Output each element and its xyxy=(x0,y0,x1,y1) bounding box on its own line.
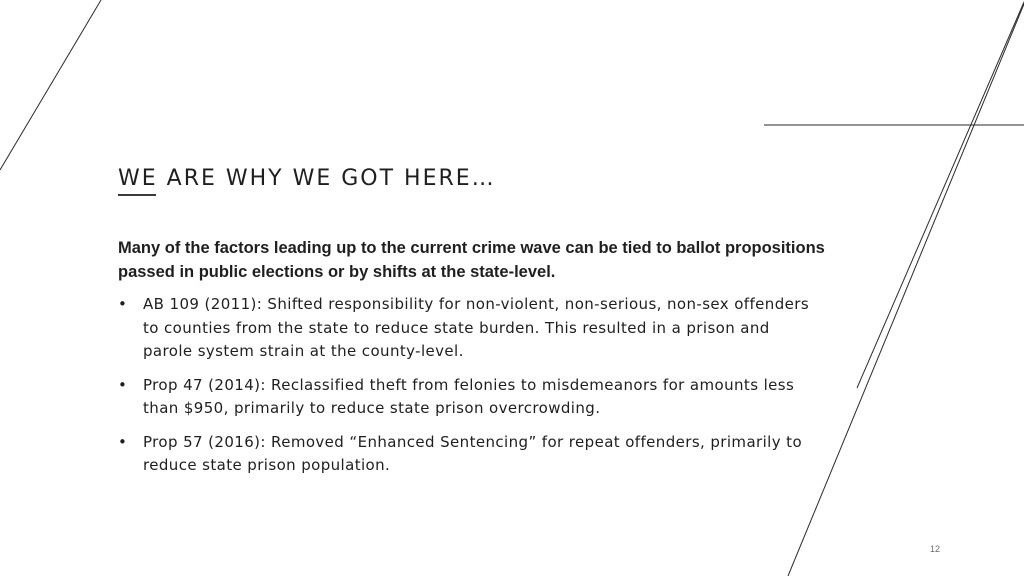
decor-line-right-diagonal-upper xyxy=(857,2,1024,388)
bullet-item xyxy=(118,374,818,421)
bullet-text: Prop 47 (2014): Reclassified theft from felonies to misdemeanors for amounts less than $950, primarily to reduce state prison overcrowding. xyxy=(143,375,795,417)
title-emphasis: WE xyxy=(118,166,158,191)
title-rest: ARE WHY WE GOT HERE… xyxy=(157,166,496,191)
bullet-marker: • xyxy=(118,432,128,451)
bullet-item xyxy=(118,293,818,364)
decor-line-right-diagonal-lower xyxy=(788,4,1024,576)
bullet-list xyxy=(118,293,818,488)
bullet-marker: • xyxy=(118,295,128,313)
lead-paragraph: Many of the factors leading up to the current crime wave can be tied to ballot propositions passed in public elections or by shifts at the state-level. xyxy=(118,239,825,281)
bullet-text: Prop 57 (2016): Removed “Enhanced Sentencing” for repeat offenders, primarily to reduce state prison population. xyxy=(143,432,803,474)
bullet-item xyxy=(118,431,818,478)
decor-line-top-left xyxy=(0,0,101,170)
page-number: 12 xyxy=(930,544,941,554)
bullet-text: AB 109 (2011): Shifted responsibility for non-violent, non-serious, non-sex offenders to counties from the state to reduce state burden. This resulted in a prison and parole system strain at the county-level. xyxy=(143,295,810,360)
slide-title xyxy=(118,166,496,191)
bullet-marker: • xyxy=(118,375,128,394)
